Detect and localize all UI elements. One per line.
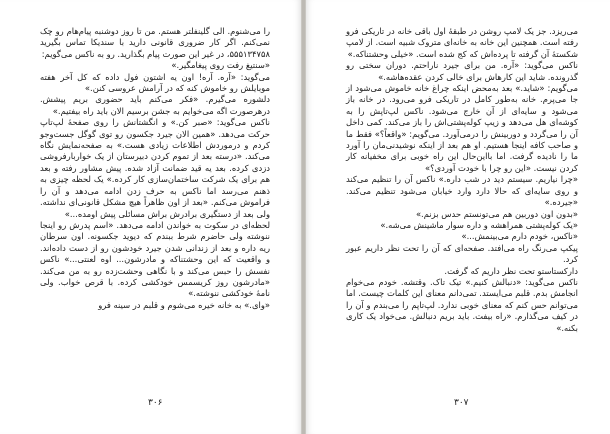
page-number: ۳۰۶ (148, 398, 163, 408)
paragraph: می‌گوید: «آره. آره! اون یه اشتون فول داده که کل آخر هفته موبایلش رو خاموش کنه که در آرامش عروسی کنن.» (40, 71, 270, 94)
paragraph: ناکس می‌گوید: «آره. من برای جیرد ناراحتم. دوران سختی رو گذرونده. شاید این کارهاش برای خالی کردن عقده‌هاشه.» (346, 60, 578, 82)
left-page (0, 0, 302, 434)
paragraph: می‌گویم: «شاید.» بعد به‌محض اینکه چراغ خانه خاموش می‌شود از جا می‌پرم. خانه به‌طور کامل در تاریکی فرو می‌رود. در خانه باز می‌شود و سایه‌ای از آن خارج می‌شود. ناکس لپ‌تاپش را به کوشه‌ای هل می‌دهد و زیپ کوله‌پشتی‌اش را باز می‌کند. کمی داخل آن را می‌گردد و دوربینش را درمی‌آورد. می‌گویم: «واقعاً؟» فقط ما و صاحب کافه اینجا هستیم. او هم بعد از اینکه نوشیدنی‌مان را آورد ما را نادیده گرفت. اما بااین‌حال این راه خوبی برای مخفیانه کار کردن نیست. «این رو چرا با خودت آوردی؟» (346, 83, 578, 173)
left-page-text (40, 26, 270, 311)
right-page (305, 0, 610, 434)
paragraph: «ناکس، خودم دارم می‌بینمش...» (461, 231, 578, 242)
page-number: ۳۰۷ (454, 398, 469, 408)
paragraph: می‌ریزد. جز یک لامپ روشن در طبقهٔ اول باقی خانه در تاریکی فرو رفته است. همچنین این خانه به خانه‌ای متروک شبیه است. از لامپ شکستهٔ آن گرفته تا پرده‌اش که کج شده است. «خیلی وحشتناکه.» (346, 26, 578, 59)
paragraph: پیکپ می‌رنگ راه می‌افتد. صفحه‌ای که آن را تحت نظر داریم عبور کرد. (346, 242, 578, 265)
paragraph: «بدون اون دوربین هم می‌تونستم حدس بزنم.» (415, 208, 578, 219)
paragraph: «یک کوله‌پشتی همراهشه و داره سوار ماشینش می‌شه.» (380, 219, 578, 230)
paragraph: دلشوره می‌گیرم. «فکر می‌کنم باید حضوری بریم پیشش. درهرصورت اگه می‌خوایم به جشن برسیم الان باید راه بیفتیم.» (40, 94, 270, 116)
paragraph: ناکس می‌گوید: «صبر کن.» و انگشتانش را روی صفحهٔ لپ‌تاپ حرکت می‌دهد. «همین الان جیرد جکسون رو توی گوگل جست‌وجو کردم و درموردش اطلاعات زیادی هست.» به صفحه‌نمایش نگاه می‌کند. «درسته بعد از تموم کردن دبیرستان از یک خواربارفروشی دزدی کرده. بعد یه قید ضمانت آزاد شده. پیش مشاور رفته و بعد هم برای یک شرکت ساختمان‌سازی کار کرده.» یک لحظه چیزی به ذهنم می‌رسد اما ناکس به حرف زدن ادامه می‌دهد و آن را فراموش می‌کنم. «بعد از اون ظاهراً هیچ مشکل قانونی‌ای نداشته. ولی بعد از دستگیری برادرش براش مسائلی پیش اومده...» (40, 117, 270, 219)
right-page-text (346, 26, 578, 334)
paragraph: «سنتیغ رفت روی پیغامگیر.» (171, 60, 270, 71)
paragraph: را می‌شنوم. الی گلینفلتر هستم. من تا روز دوشنبه پیام‌هام رو چک نمی‌کنم. اگر کار ضروری قانونی دارید با سندیکا تماس بگیرید ۵۵۵۱۳۴۷۵۸، در غیر این صورت پیام بگذارید. رو به ناکس می‌گویم: (40, 26, 270, 59)
paragraph: لحظه‌ای در سکوت به خواندن ادامه می‌دهد. «اسم پدرش رو اینجا ننوشته ولی حاضرم شرط ببندم که دیوید جکسونه. اون سرطان ریه داره و بعد از زندانی شدن جیرد خودشون رو از دست داده‌اند. و واقعیت که این وحشتناکه و مادرشون... اوه لعنتی...» ناکس نفسش را حبس می‌کند و با نگاهی وحشت‌زده رو به من می‌کند. «مادرشون روز کریسمس خودکشی کرده. با قرص خواب. ولی نامهٔ خودکشی ننوشته.» (40, 219, 270, 299)
paragraph: «وای.» به خانه خیره می‌شوم و قلبم در سینه فرو (98, 299, 270, 310)
paragraph: ناکس می‌گوید: «دنبالش کنیم.» تیک تاک. وقتشه. خودم می‌خوام انجامش بدم. قلبم می‌ایستد. تمی‌دانم معنای این کلمات چیست. اما می‌توانم حس کنم که معنای خوبی ندارد. لپ‌تاپم را می‌بندم و آن را در کیف می‌گذارم. «راه بیفت. باید بریم دنبالش. می‌خواد یک کاری بکنه.» (346, 276, 578, 333)
paragraph: دارکستاستو تحت نظر داریم که گرفت. (444, 265, 578, 276)
paragraph: «چرا نیاریم. سیستم دید در شب داره.» ناکس آن را تنظیم می‌کند و روی سایه‌ای که حالا دارد وارد خیابان می‌شود تنظیم می‌کند. «جیرده.» (346, 174, 578, 208)
